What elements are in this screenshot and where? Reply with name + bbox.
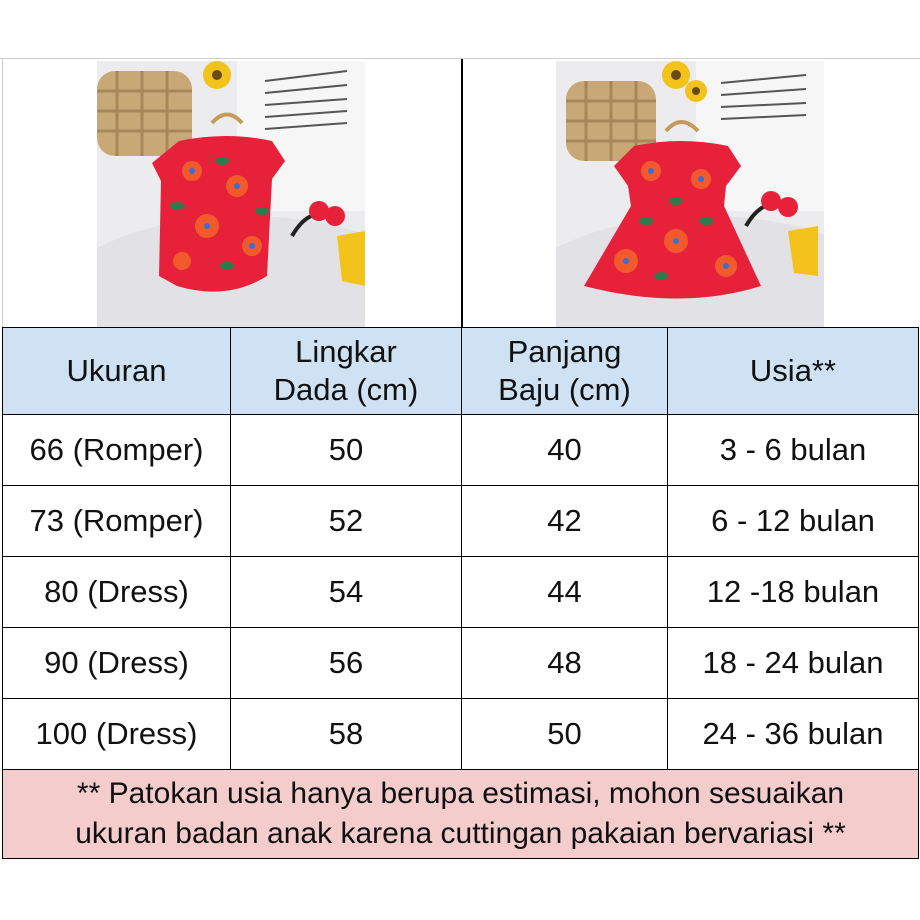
- table-row: [3, 415, 919, 486]
- cell-size: 80 (Dress): [3, 557, 231, 628]
- cell-size: 100 (Dress): [3, 699, 231, 770]
- cell-length: 44: [462, 557, 668, 628]
- cell-chest: 58: [231, 699, 462, 770]
- romper-photo: [97, 61, 365, 327]
- cell-length: 48: [462, 628, 668, 699]
- cell-chest: 52: [231, 486, 462, 557]
- cell-chest: 56: [231, 628, 462, 699]
- header-chest: Lingkar Dada (cm): [231, 328, 462, 415]
- cell-length: 50: [462, 699, 668, 770]
- cell-age: 24 - 36 bulan: [668, 699, 919, 770]
- cell-length: 40: [462, 415, 668, 486]
- cell-size: 73 (Romper): [3, 486, 231, 557]
- cell-chest: 50: [231, 415, 462, 486]
- cell-age: 3 - 6 bulan: [668, 415, 919, 486]
- photo-cell-dress: [461, 59, 920, 328]
- romper-illustration: [97, 61, 365, 327]
- header-length: Panjang Baju (cm): [462, 328, 668, 415]
- table-header-row: [3, 328, 919, 415]
- size-chart-sheet: [0, 58, 920, 866]
- cell-age: 6 - 12 bulan: [668, 486, 919, 557]
- cell-size: 66 (Romper): [3, 415, 231, 486]
- cell-age: 12 -18 bulan: [668, 557, 919, 628]
- product-photo-row: [0, 58, 920, 328]
- header-size: Ukuran: [3, 328, 231, 415]
- cell-length: 42: [462, 486, 668, 557]
- header-age: Usia**: [668, 328, 919, 415]
- dress-illustration: [556, 61, 824, 327]
- table-row: [3, 557, 919, 628]
- table-row: [3, 628, 919, 699]
- cell-age: 18 - 24 bulan: [668, 628, 919, 699]
- size-table: [2, 327, 919, 859]
- table-row: [3, 486, 919, 557]
- table-row: [3, 699, 919, 770]
- table-note-row: [3, 770, 919, 859]
- photo-cell-romper: [2, 59, 461, 328]
- cell-size: 90 (Dress): [3, 628, 231, 699]
- age-estimate-note: ** Patokan usia hanya berupa estimasi, mohon sesuaikan ukuran badan anak karena cuttingan pakaian bervariasi **: [3, 770, 919, 859]
- cell-chest: 54: [231, 557, 462, 628]
- dress-photo: [556, 61, 824, 327]
